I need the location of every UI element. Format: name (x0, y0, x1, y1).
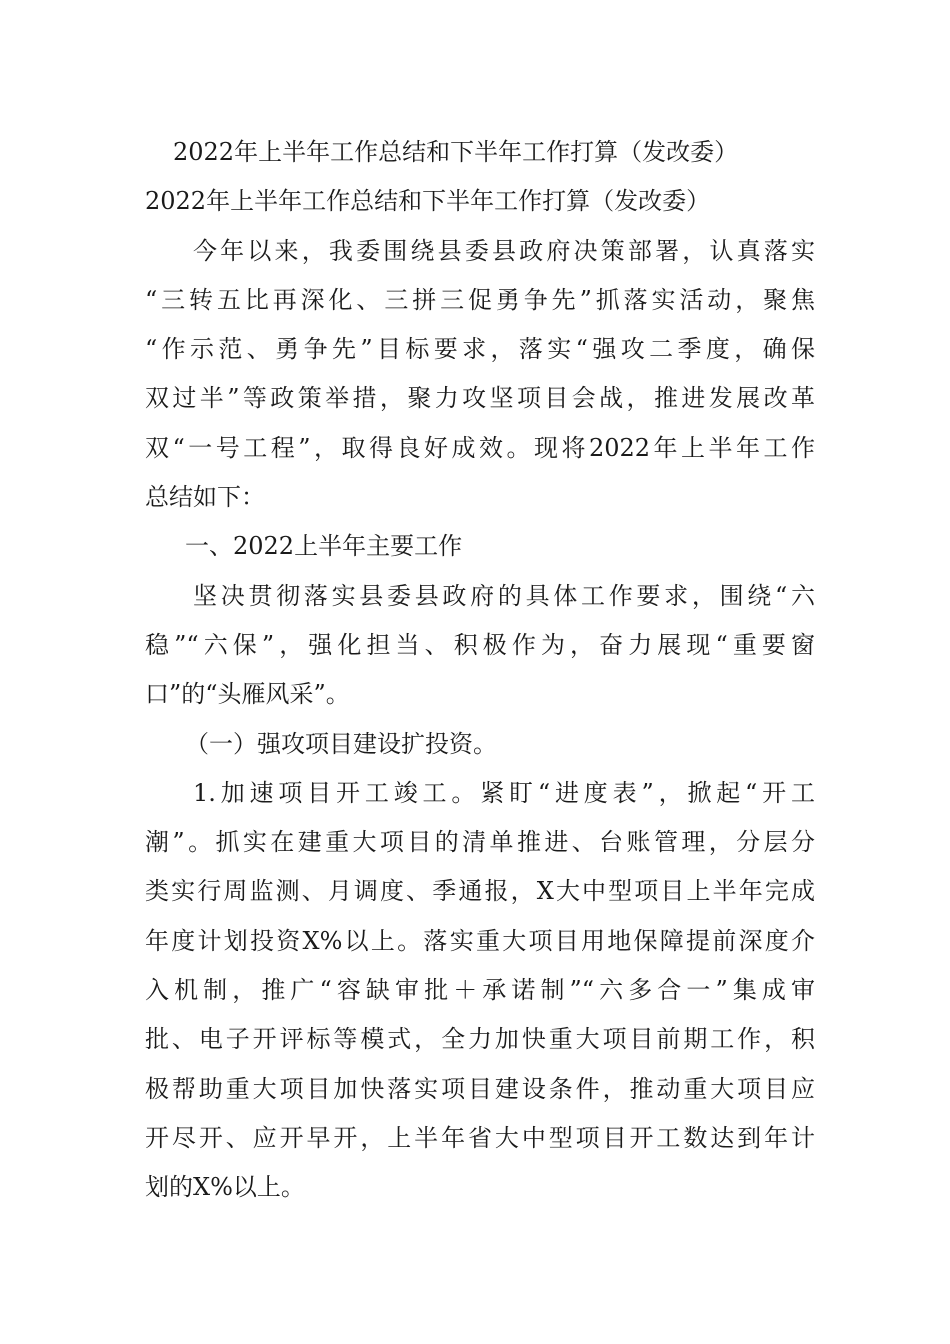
intro-line: 今年以来，我委围绕县委县政府决策部署，认真落实 (193, 236, 815, 265)
intro-line: 双过半”等政策举措，聚力攻坚项目会战，推进发展改革 (145, 384, 815, 413)
item-paragraph-line: 入机制，推广“容缺审批＋承诺制”“六多合一”集成审 (145, 976, 815, 1005)
section-paragraph-line: 稳”“六保”，强化担当、积极作为，奋力展现“重要窗 (145, 630, 815, 659)
intro-line: 总结如下： (145, 483, 265, 512)
section-paragraph-line: 口”的“头雁风采”。 (145, 680, 350, 709)
item-paragraph-line: 批、电子开评标等模式，全力加快重大项目前期工作，积 (145, 1025, 815, 1054)
document-subtitle: 2022年上半年工作总结和下半年工作打算（发改委） (145, 187, 711, 216)
item-paragraph-line: 划的X%以上。 (145, 1173, 305, 1202)
subsection-heading: （一）强攻项目建设扩投资。 (185, 729, 497, 758)
item-paragraph-line: 1.加速项目开工竣工。紧盯“进度表”，掀起“开工 (193, 778, 815, 807)
section-heading: 一、2022上半年主要工作 (185, 532, 463, 561)
item-paragraph-line: 开尽开、应开早开，上半年省大中型项目开工数达到年计 (145, 1123, 815, 1152)
item-paragraph-line: 潮”。抓实在建重大项目的清单推进、台账管理，分层分 (145, 828, 815, 857)
intro-line: 双“一号工程”，取得良好成效。现将2022年上半年工作 (145, 433, 815, 462)
document-body (145, 128, 815, 1213)
item-paragraph-line: 年度计划投资X%以上。落实重大项目用地保障提前深度介 (145, 926, 815, 955)
intro-line: “三转五比再深化、三拼三促勇争先”抓落实活动，聚焦 (145, 285, 815, 314)
item-paragraph-line: 极帮助重大项目加快落实项目建设条件，推动重大项目应 (145, 1074, 815, 1103)
intro-line: “作示范、勇争先”目标要求，落实“强攻二季度，确保 (145, 335, 815, 364)
item-paragraph-line: 类实行周监测、月调度、季通报，X大中型项目上半年完成 (145, 877, 815, 906)
document-title: 2022年上半年工作总结和下半年工作打算（发改委） (173, 138, 739, 166)
section-paragraph-line: 坚决贯彻落实县委县政府的具体工作要求，围绕“六 (193, 581, 815, 610)
